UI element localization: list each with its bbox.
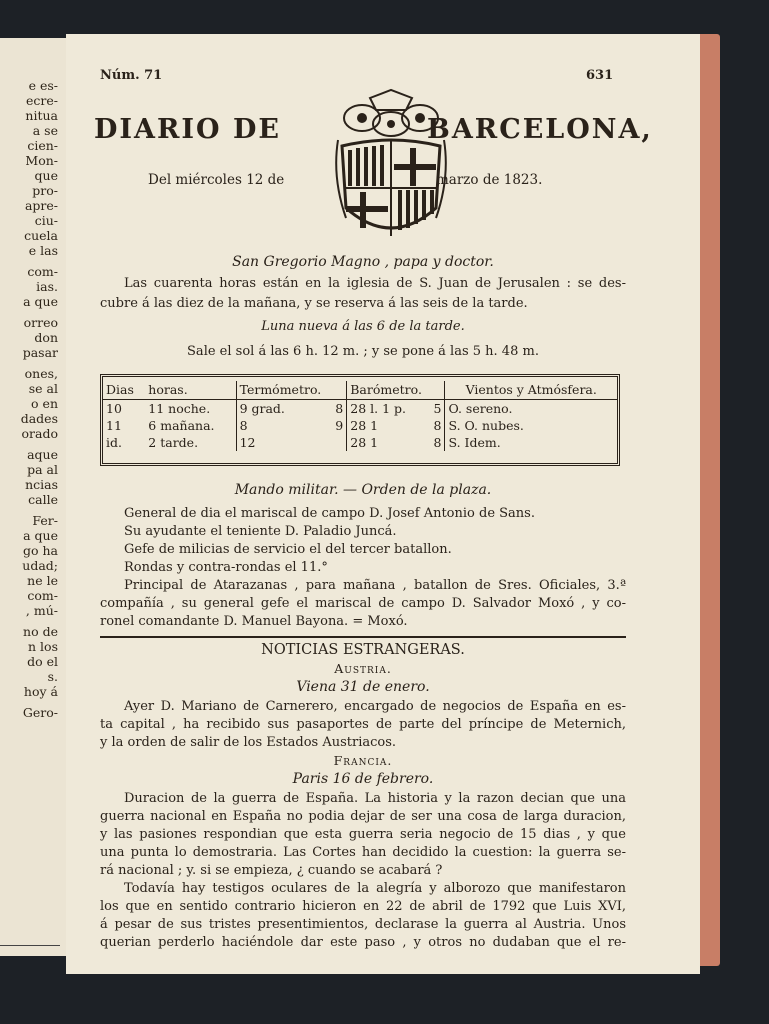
facing-page-fragment: do el [27,654,58,669]
facing-page-fragment: orado [21,426,58,441]
facing-page-fragment: com- [27,264,58,279]
military-line: compañía , su general gefe el mariscal de campo D. Salvador Moxó , y co- [100,596,626,611]
facing-page-fragment: se al [28,381,58,396]
paris-line: guerra nacional en España no podia dejar de ser una cosa de larga duracion, [100,809,626,824]
weather-thermometer-extra: 8 [335,401,344,416]
military-line: Su ayudante el teniente D. Paladio Juncá. [124,524,397,539]
weather-wind: O. sereno. [445,400,617,418]
barcelona-coat-of-arms [332,88,450,248]
paris-line: Todavía hay testigos oculares de la alegría y alborozo que manifestaron [124,881,626,896]
paris-dateline: Paris 16 de febrero. [292,771,434,787]
weather-day: 10 [106,401,122,416]
weather-header-thermometer: Termómetro. [236,381,347,400]
weather-barometer: 28 l. 1 p. [347,400,427,418]
weather-header-row [103,381,617,400]
paris-line: á pesar de sus tristes presentimientos, declarase la guerra al Austria. Unos [100,917,626,932]
paris-line: querian perderlo haciéndole dar este paso , y otros no dudaban que el re- [100,935,626,950]
military-line: General de dia el mariscal de campo D. Josef Antonio de Sans. [124,506,535,521]
austria-heading: Austria. [334,661,392,676]
facing-page-fragment: orreo [23,315,58,330]
facing-page-fragment: go ha [22,543,58,558]
facing-page-fragment: o en [31,396,58,411]
facing-page-fragment: udad; [22,558,58,573]
newspaper-page [66,34,700,974]
facing-page-rule [0,945,60,946]
moon-phase: Luna nueva á las 6 de la tarde. [261,319,465,334]
weather-barometer-extra: 8 [433,435,442,450]
facing-page-fragment: Fer- [32,513,58,528]
military-line: Rondas y contra-rondas el 11.° [124,560,328,575]
facing-page-fragment: e las [28,243,58,258]
facing-page-fragment: , mú- [25,603,58,618]
facing-page-fragment: a se [32,123,58,138]
sun-times: Sale el sol á las 6 h. 12 m. ; y se pone á las 5 h. 48 m. [187,344,539,359]
facing-page-fragment: ncias [25,477,58,492]
forty-hours-line-1: Las cuarenta horas están en la iglesia de S. Juan de Jerusalen : se des- [124,276,626,291]
section-divider [100,636,626,638]
masthead-left: DIARIO DE [94,114,281,145]
facing-page-fragment: pasar [22,345,58,360]
vienna-line: ta capital , ha recibido sus pasaportes de parte del príncipe de Meternich, [100,717,626,732]
facing-page-fragment: ias. [36,279,58,294]
paris-line: rá nacional ; y. si se empieza, ¿ cuando se acabará ? [100,863,443,878]
weather-table [100,374,620,466]
weather-day: 11 [106,418,122,433]
facing-page-fragment: aque [27,447,58,462]
weather-barometer: 28 1 [347,434,427,451]
date-right: marzo de 1823. [436,172,543,188]
facing-page-fragment: don [34,330,58,345]
weather-barometer-extra: 8 [433,418,442,433]
facing-page-fragment: Gero- [22,705,58,720]
weather-hour: 11 noche. [148,401,211,416]
weather-header-barometer: Barómetro. [347,381,445,400]
facing-page-text [0,78,66,720]
facing-page-fragment: dades [20,411,58,426]
date-left: Del miércoles 12 de [148,172,285,188]
military-line: Principal de Atarazanas , para mañana , batallon de Sres. Oficiales, 3.ª [124,578,626,593]
weather-hour: 6 mañana. [148,418,215,433]
facing-page-fragment: e es- [28,78,58,93]
weather-thermometer-extra [323,434,347,451]
paris-line: una punta lo demostraria. Las Cortes han decidido la cuestion: la guerra se- [100,845,626,860]
facing-page-fragment: n los [28,639,58,654]
facing-page-fragment: ciu- [34,213,58,228]
weather-header-hours: horas. [145,381,236,400]
weather-row [103,400,617,418]
facing-page-fragment: pro- [32,183,58,198]
masthead-right: BARCELONA, [427,114,653,145]
facing-page-fragment: ones, [24,366,58,381]
facing-page-fragment: s. [47,669,58,684]
facing-page-fragment: nitua [25,108,58,123]
facing-page-fragment: pa al [27,462,58,477]
facing-page-fragment: que [34,168,58,183]
weather-row [103,434,617,451]
military-line: Gefe de milicias de servicio el del tercer batallon. [124,542,452,557]
weather-hour: 2 tarde. [148,435,199,450]
weather-thermometer-extra: 9 [335,418,344,433]
weather-barometer-extra: 5 [433,401,442,416]
facing-page-fragment: ecre- [26,93,58,108]
facing-page-fragment: calle [28,492,58,507]
paris-line: y las pasiones respondian que esta guerra seria negocio de 15 dias , y que [100,827,626,842]
facing-page-fragment: ne le [27,573,58,588]
facing-page-fragment: apre- [24,198,58,213]
weather-row [103,417,617,434]
foreign-news-heading: NOTICIAS ESTRANGERAS. [261,642,465,658]
facing-page-fragment: cien- [27,138,58,153]
vienna-line: y la orden de salir de los Estados Austriacos. [100,735,397,750]
facing-page-fragment: com- [27,588,58,603]
facing-page-fragment: Mon- [25,153,58,168]
weather-thermometer: 8 [236,417,323,434]
facing-page-fragment: a que [23,528,58,543]
weather-wind: S. Idem. [445,434,617,451]
paris-line: los que en sentido contrario hicieron en 22 de abril de 1792 que Luis XVI, [100,899,626,914]
weather-header-days: Dias [103,381,145,400]
weather-header-winds: Vientos y Atmósfera. [445,381,617,400]
military-line: ronel comandante D. Manuel Bayona. = Moxó. [100,614,408,629]
weather-rows [103,400,617,452]
saint-of-day: San Gregorio Magno , papa y doctor. [232,254,494,270]
page-number: 631 [586,68,614,83]
weather-wind: S. O. nubes. [445,417,617,434]
facing-page [0,38,68,956]
facing-page-fragment: a que [23,294,58,309]
weather-barometer: 28 1 [347,417,427,434]
vienna-dateline: Viena 31 de enero. [296,679,430,695]
weather-thermometer: 12 [236,434,323,451]
weather-day: id. [106,435,122,450]
weather-thermometer: 9 grad. [236,400,323,418]
page-edge [698,34,720,966]
facing-page-fragment: no de [23,624,58,639]
forty-hours-line-2: cubre á las diez de la mañana, y se reserva á las seis de la tarde. [100,296,528,311]
facing-page-fragment: cuela [24,228,58,243]
military-heading: Mando militar. — Orden de la plaza. [234,482,492,498]
issue-number: Núm. 71 [100,68,163,83]
vienna-line: Ayer D. Mariano de Carnerero, encargado de negocios de España en es- [124,699,626,714]
paris-line: Duracion de la guerra de España. La historia y la razon decian que una [124,791,626,806]
france-heading: Francia. [333,753,393,768]
facing-page-fragment: hoy á [23,684,58,699]
